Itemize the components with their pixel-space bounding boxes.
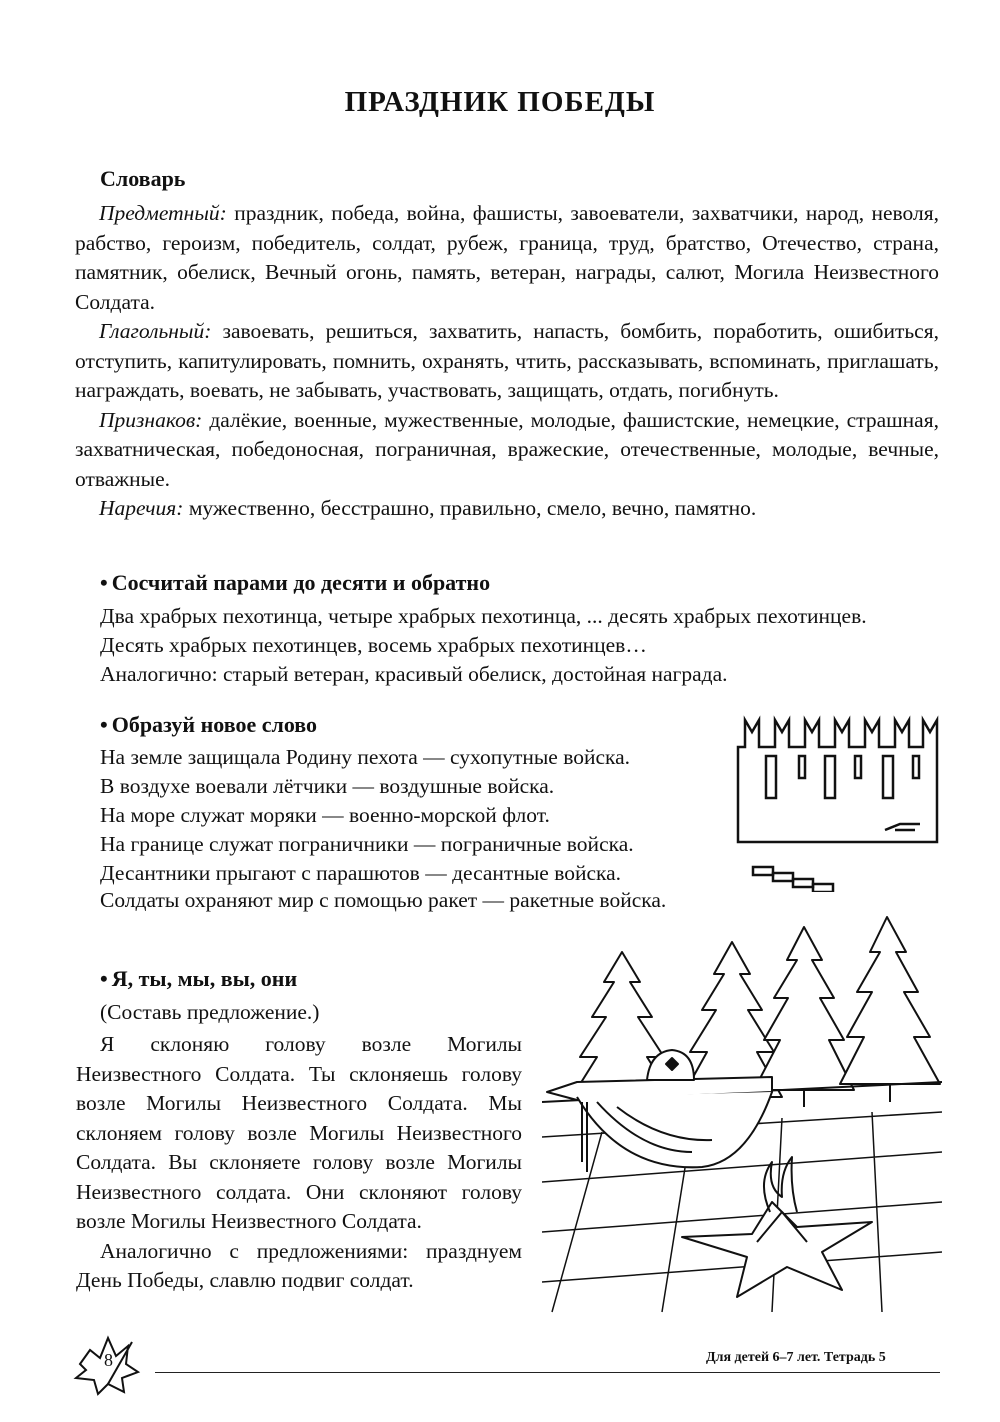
page-number: 8: [104, 1350, 113, 1370]
pron-heading: • Я, ты, мы, вы, они: [100, 966, 297, 992]
vocab-heading: Словарь: [100, 166, 186, 191]
pron-para-1: Я склоняю голову возле Могилы Неизвестного Солдата. Ты склоняешь голову возле Могилы Неизвестного Солдата. Мы склоняем голову возле Могилы Неизвестного Солдата. Вы склоняете голову возле Могилы Неизвестного солдата. Они склоняют голову возле Могилы Неизвестного Солдата.: [76, 1032, 522, 1233]
word-line-2: В воздухе воевали лётчики — воздушные войска.: [100, 774, 555, 798]
vocab-adj-text: далёкие, военные, мужественные, молодые, фашистские, немецкие, страшная, захватническая, победоносная, пограничная, вражеские, отечественные, молодые, вечные, отважные.: [75, 407, 939, 491]
vocab-adv-text: мужественно, бесстрашно, правильно, смело, вечно, памятно.: [183, 496, 757, 520]
word-line-1: На земле защищала Родину пехота — сухопутные войска.: [100, 745, 631, 769]
vocab-nouns: [75, 199, 939, 317]
count-line-1: Два храбрых пехотинца, четыре храбрых пехотинца, ... десять храбрых пехотинцев.: [100, 604, 867, 628]
vocab-verb-label: Глагольный:: [99, 319, 212, 343]
count-line-3: Аналогично: старый ветеран, красивый обелиск, достойная награда.: [100, 662, 728, 686]
vocab-noun-label: Предметный:: [99, 201, 227, 225]
footer-text: Для детей 6–7 лет. Тетрадь 5: [706, 1350, 886, 1365]
word-heading: • Образуй новое слово: [100, 712, 317, 738]
count-heading: • Сосчитай парами до десяти и обратно: [100, 570, 490, 596]
memorial-illustration: [542, 912, 942, 1317]
vocab-noun-text: праздник, победа, война, фашисты, завоеватели, захватчики, народ, неволя, рабство, героизм, победитель, солдат, рубеж, граница, труд, братство, Отечество, страна, памятник, обелиск, Вечный огонь, память, ветеран, награды, салют, Могила Неизвестного Солдата.: [75, 201, 939, 314]
vocab-adjectives: [75, 406, 939, 495]
pron-sub: (Составь предложение.): [100, 1000, 320, 1024]
vocab-adj-label: Признаков:: [99, 407, 203, 432]
page-title: ПРАЗДНИК ПОБЕДЫ: [344, 86, 656, 118]
word-line-4: На границе служат пограничники — пограничные войска.: [100, 832, 634, 856]
vocab-verb-text: завоевать, решиться, захватить, напасть, бомбить, поработить, ошибиться, отступить, капитулировать, помнить, охранять, чтить, рассказывать, вспоминать, приглашать, награждать, воевать, не забывать, участвовать, защищать, отдать, погибнуть.: [75, 319, 939, 402]
vocab-verbs: [75, 317, 939, 406]
word-line-3: На море служат моряки — военно-морской флот.: [100, 803, 550, 827]
word-line-5: Десантники прыгают с парашютов — десантные войска.: [100, 861, 622, 885]
pron-text: [76, 1030, 522, 1296]
vocab-adverbs: [75, 494, 939, 524]
vocab-adv-label: Наречия:: [99, 496, 184, 520]
vocab-section: [75, 199, 939, 524]
count-line-2: Десять храбрых пехотинцев, восемь храбрых пехотинцев…: [100, 633, 647, 657]
footer-rule: [155, 1372, 940, 1373]
pron-para-2: Аналогично с предложениями: празднуем День Победы, славлю подвиг солдат.: [76, 1238, 522, 1292]
word-last: Солдаты охраняют мир с помощью ракет — ракетные войска.: [100, 888, 667, 912]
kremlin-wall-illustration: [735, 712, 940, 892]
